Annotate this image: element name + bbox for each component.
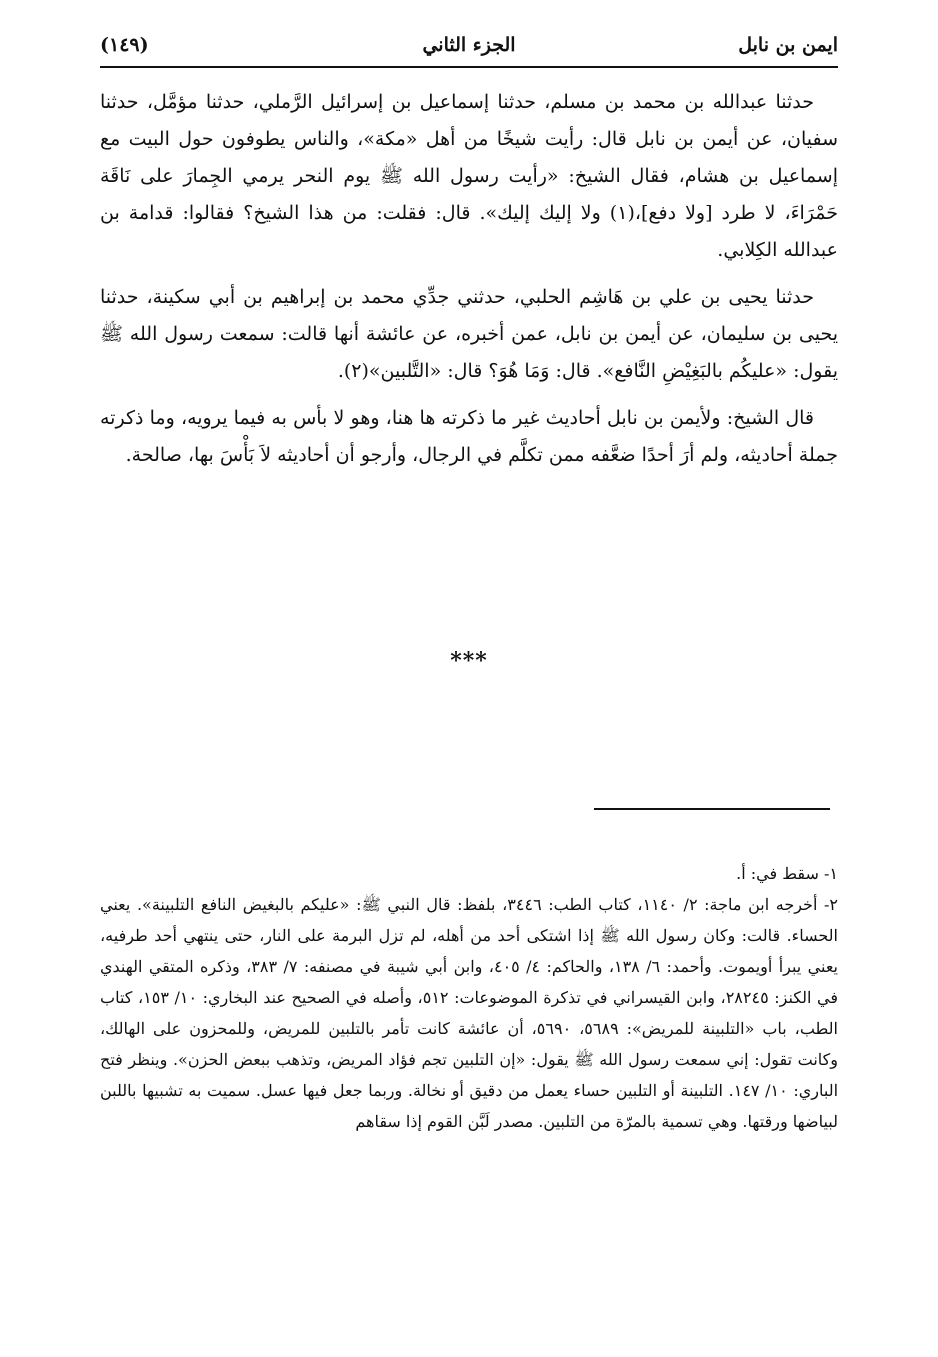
- paragraph-2: حدثنا يحيى بن علي بن هَاشِم الحلبي، حدثني جدِّي محمد بن إبراهيم بن أبي سكينة، حدثنا يحيى بن سليمان، عن أيمن بن نابل، عمن أخبره، عن عائشة أنها قالت: سمعت رسول الله ﷺ يقول: «عليكُم بالبَغِيْضِ النَّافع». قال: وَمَا هُوَ؟ قال: «التَّلبين»(٢).: [100, 286, 838, 382]
- footnote-1: ١- سقط في: أ.: [736, 864, 838, 883]
- header-divider: [100, 66, 838, 68]
- paragraph-1: حدثنا عبدالله بن محمد بن مسلم، حدثنا إسماعيل بن إسرائيل الرَّملي، حدثنا مؤمَّل، حدثنا سفيان، عن أيمن بن نابل قال: رأيت شيخًا من أهل «مكة»، والناس يطوفون حول البيت مع إسماعيل بن هشام، فقال الشيخ: «رأيت رسول الله ﷺ يوم النحر يرمي الجِمارَ على نَاقَة حَمْرَاءَ، لا طرد [ولا دفع]،(١) ولا إليك إليك». قال: فقلت: من هذا الشيخ؟ فقالوا: قدامة بن عبدالله الكِلابي.: [100, 91, 839, 261]
- main-text: [100, 84, 838, 484]
- page-header: [100, 30, 838, 70]
- running-head-name: ايمن بن نابل: [738, 34, 838, 56]
- footnote-2: ٢- أخرجه ابن ماجة: ٢/ ١١٤٠، كتاب الطب: ٣٤٤٦، بلفظ: قال النبي ﷺ: «عليكم بالبغيض النافع التلبينة». يعني الحساء. قالت: وكان رسول الله ﷺ إذا اشتكى أحد من أهله، لم تزل البرمة على النار، حتى ينتهي أحد طرفيه، يعني يبرأ أويموت. وأحمد: ٦/ ١٣٨، والحاكم: ٤/ ٤٠٥، وابن أبي شيبة في مصنفه: ٧/ ٣٨٣، وذكره المتقي الهندي في الكنز: ٢٨٢٤٥، وابن القيسراني في تذكرة الموضوعات: ٥١٢، وأصله في الصحيح عند البخاري: ١٠/ ١٥٣، كتاب الطب، باب «التلبينة للمريض»: ٥٦٨٩، ٥٦٩٠، أن عائشة كانت تأمر بالتلبين للمريض، وللمحزون على الهالك، وكانت تقول: إني سمعت رسول الله ﷺ يقول: «إن التلبين تجم فؤاد المريض، وتذهب ببعض الحزن». وينظر فتح الباري: ١٠/ ١٤٧. التلبينة أو التلبين حساء يعمل من دقيق أو نخالة. وربما جعل فيها عسل. سميت به تشبيها باللبن لبياضها ورقتها. وهي تسمية بالمرّة من التلبين. مصدر لَبَّن القوم إذا سقاهم: [100, 895, 839, 1131]
- footnote-divider: [594, 808, 830, 810]
- section-separator: ***: [450, 648, 488, 674]
- running-head-volume: الجزء الثاني: [422, 34, 516, 56]
- footnotes: [100, 858, 838, 1137]
- page-number: (١٤٩): [100, 34, 149, 56]
- paragraph-3: قال الشيخ: ولأيمن بن نابل أحاديث غير ما ذكرته ها هنا، وهو لا بأس به فيما يرويه، وما ذكرته جملة أحاديثه، ولم أرَ أحدًا ضعَّفه ممن تكلَّم في الرجال، وأرجو أن أحاديثه لاَ بَأْسَ بها، صالحة.: [100, 407, 838, 466]
